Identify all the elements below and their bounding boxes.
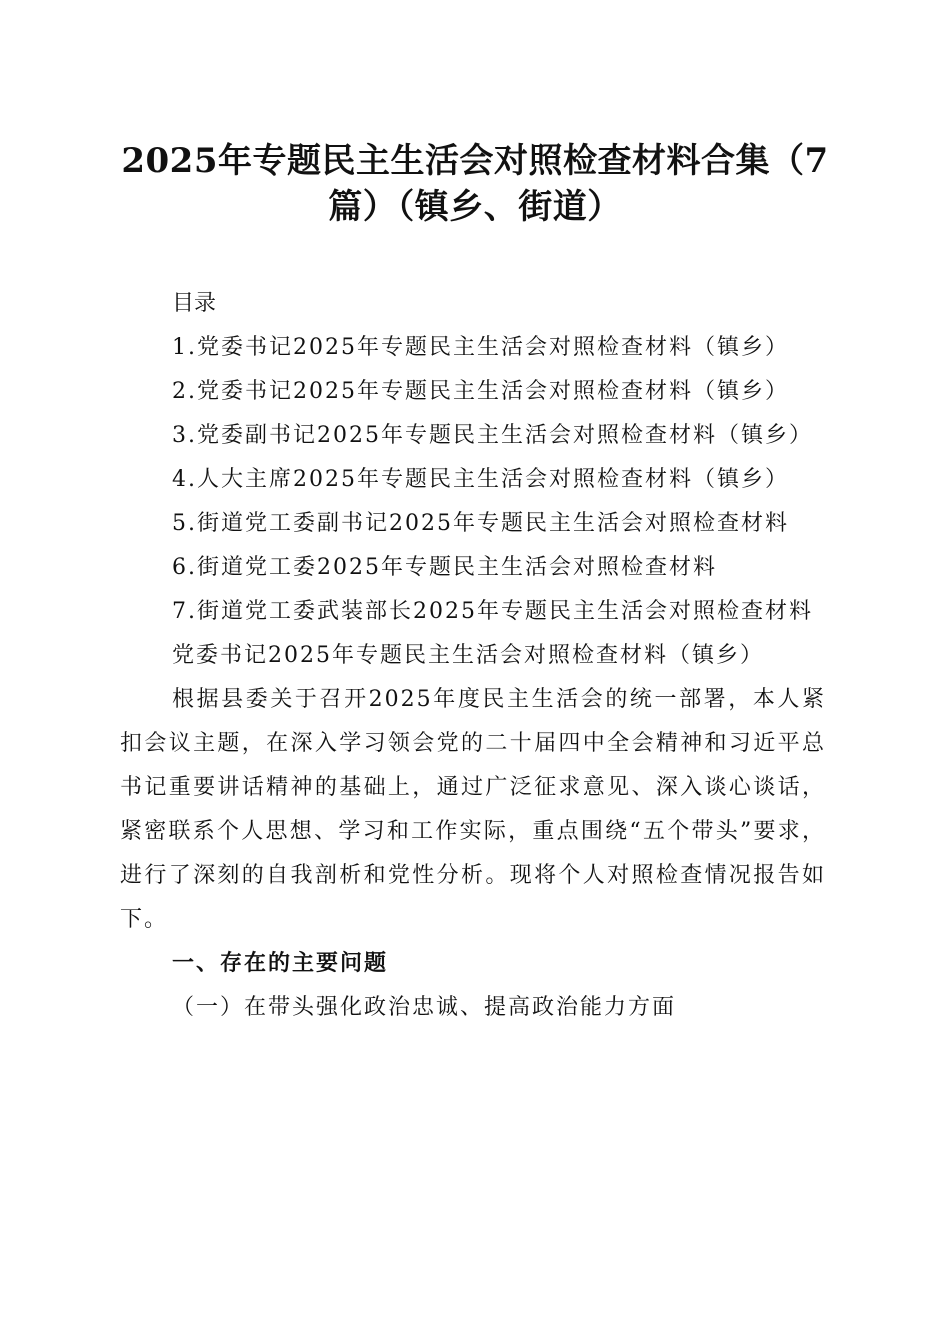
section-heading-2: （一）在带头强化政治忠诚、提高政治能力方面 xyxy=(172,995,677,1020)
section-title: 党委书记2025年专题民主生活会对照检查材料（镇乡） xyxy=(172,643,764,668)
section-heading-1: 一、存在的主要问题 xyxy=(172,951,389,976)
toc-item-3: 3.党委副书记2025年专题民主生活会对照检查材料（镇乡） xyxy=(172,423,813,448)
toc-heading: 目录 xyxy=(172,291,217,316)
document-title: 2025年专题民主生活会对照检查材料合集（7篇）（镇乡、街道） xyxy=(121,141,829,227)
toc-item-4: 4.人大主席2025年专题民主生活会对照检查材料（镇乡） xyxy=(172,467,789,492)
document-body xyxy=(120,282,826,1030)
toc-item-5: 5.街道党工委副书记2025年专题民主生活会对照检查材料 xyxy=(172,511,789,536)
toc-item-7: 7.街道党工委武装部长2025年专题民主生活会对照检查材料 xyxy=(172,599,813,624)
intro-paragraph: 根据县委关于召开2025年度民主生活会的统一部署，本人紧扣会议主题，在深入学习领会党的二十届四中全会精神和习近平总书记重要讲话精神的基础上，通过广泛征求意见、深入谈心谈话，紧密联系个人思想、学习和工作实际，重点围绕“五个带头”要求，进行了深刻的自我剖析和党性分析。现将个人对照检查情况报告如下。 xyxy=(120,687,826,932)
toc-item-2: 2.党委书记2025年专题民主生活会对照检查材料（镇乡） xyxy=(172,379,789,404)
toc-item-1: 1.党委书记2025年专题民主生活会对照检查材料（镇乡） xyxy=(172,335,789,360)
toc-item-6: 6.街道党工委2025年专题民主生活会对照检查材料 xyxy=(172,555,717,580)
